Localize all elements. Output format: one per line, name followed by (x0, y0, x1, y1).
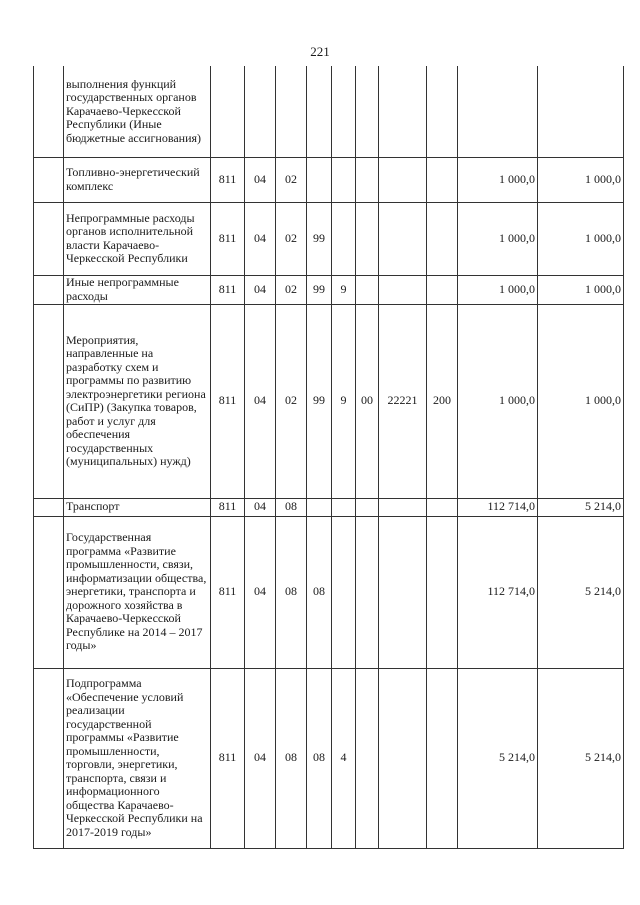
expense-type-code (427, 275, 458, 304)
subsection-code: 08 (276, 498, 307, 516)
amount-1: 112 714,0 (458, 516, 538, 668)
amount-1: 5 214,0 (458, 668, 538, 848)
table-row (34, 668, 624, 848)
amount-2: 1 000,0 (538, 157, 624, 202)
amount-2: 1 000,0 (538, 275, 624, 304)
amount-2: 5 214,0 (538, 668, 624, 848)
amount-2: 1 000,0 (538, 304, 624, 498)
target-code-3 (356, 498, 379, 516)
target-code-4 (379, 157, 427, 202)
table-row (34, 275, 624, 304)
expense-type-code: 200 (427, 304, 458, 498)
number-cell (34, 275, 64, 304)
number-cell (34, 668, 64, 848)
ved-code: 811 (211, 157, 245, 202)
subsection-code: 02 (276, 202, 307, 275)
table-row (34, 66, 624, 157)
target-code-3 (356, 516, 379, 668)
subsection-code: 08 (276, 668, 307, 848)
expense-type-code (427, 66, 458, 157)
target-code-3 (356, 668, 379, 848)
amount-1: 1 000,0 (458, 202, 538, 275)
target-code-2 (332, 202, 356, 275)
number-cell (34, 304, 64, 498)
row-name: Подпрограмма «Обеспечение условий реализации государственной программы «Развитие промышленности, торговли, энергетики, транспорта, связи и информационного общества Карачаево-Черкесской Республики на 2017-2019 годы» (64, 668, 211, 848)
target-code-4 (379, 275, 427, 304)
subsection-code: 02 (276, 157, 307, 202)
target-code-4 (379, 668, 427, 848)
target-code-3 (356, 157, 379, 202)
target-code-3 (356, 66, 379, 157)
amount-2: 5 214,0 (538, 498, 624, 516)
amount-2: 1 000,0 (538, 202, 624, 275)
target-code-2 (332, 66, 356, 157)
number-cell (34, 516, 64, 668)
budget-table (33, 66, 624, 849)
target-code-3 (356, 202, 379, 275)
section-code: 04 (245, 304, 276, 498)
subsection-code: 02 (276, 304, 307, 498)
section-code: 04 (245, 157, 276, 202)
table-row (34, 498, 624, 516)
target-code-1: 99 (307, 304, 332, 498)
section-code (245, 66, 276, 157)
page-number: 221 (310, 44, 330, 59)
amount-2 (538, 66, 624, 157)
number-cell (34, 498, 64, 516)
row-name: Государственная программа «Развитие промышленности, связи, информатизации общества, энергетики, транспорта и дорожного хозяйства в Карачаево-Черкесской Республике на 2014 – 2017 годы» (64, 516, 211, 668)
ved-code: 811 (211, 202, 245, 275)
amount-1: 1 000,0 (458, 157, 538, 202)
amount-1: 1 000,0 (458, 275, 538, 304)
number-cell (34, 202, 64, 275)
expense-type-code (427, 157, 458, 202)
row-name: выполнения функций государственных органов Карачаево-Черкесской Республики (Иные бюджетные ассигнования) (64, 66, 211, 157)
expense-type-code (427, 202, 458, 275)
subsection-code: 08 (276, 516, 307, 668)
row-name: Мероприятия, направленные на разработку схем и программы по развитию электроэнергетики региона (СиПР) (Закупка товаров, работ и услуг для обеспечения государственных (муниципальных) нужд) (64, 304, 211, 498)
section-code: 04 (245, 668, 276, 848)
target-code-2: 9 (332, 304, 356, 498)
table-row (34, 202, 624, 275)
target-code-1 (307, 66, 332, 157)
target-code-1: 08 (307, 516, 332, 668)
row-name: Непрограммные расходы органов исполнительной власти Карачаево-Черкесской Республики (64, 202, 211, 275)
row-name: Топливно-энергетический комплекс (64, 157, 211, 202)
target-code-1 (307, 157, 332, 202)
subsection-code (276, 66, 307, 157)
table-row (34, 516, 624, 668)
target-code-4: 22221 (379, 304, 427, 498)
target-code-1: 08 (307, 668, 332, 848)
expense-type-code (427, 498, 458, 516)
ved-code: 811 (211, 668, 245, 848)
target-code-2 (332, 516, 356, 668)
target-code-1 (307, 498, 332, 516)
target-code-4 (379, 202, 427, 275)
ved-code (211, 66, 245, 157)
target-code-3: 00 (356, 304, 379, 498)
target-code-1: 99 (307, 275, 332, 304)
amount-1 (458, 66, 538, 157)
target-code-3 (356, 275, 379, 304)
ved-code: 811 (211, 498, 245, 516)
row-name: Иные непрограммные расходы (64, 275, 211, 304)
number-cell (34, 66, 64, 157)
target-code-2: 4 (332, 668, 356, 848)
table-row (34, 304, 624, 498)
section-code: 04 (245, 516, 276, 668)
ved-code: 811 (211, 275, 245, 304)
ved-code: 811 (211, 304, 245, 498)
target-code-4 (379, 516, 427, 668)
amount-2: 5 214,0 (538, 516, 624, 668)
section-code: 04 (245, 275, 276, 304)
expense-type-code (427, 516, 458, 668)
subsection-code: 02 (276, 275, 307, 304)
target-code-2: 9 (332, 275, 356, 304)
table-row (34, 157, 624, 202)
target-code-2 (332, 157, 356, 202)
target-code-4 (379, 498, 427, 516)
section-code: 04 (245, 202, 276, 275)
row-name: Транспорт (64, 498, 211, 516)
ved-code: 811 (211, 516, 245, 668)
target-code-4 (379, 66, 427, 157)
number-cell (34, 157, 64, 202)
expense-type-code (427, 668, 458, 848)
amount-1: 112 714,0 (458, 498, 538, 516)
amount-1: 1 000,0 (458, 304, 538, 498)
target-code-1: 99 (307, 202, 332, 275)
section-code: 04 (245, 498, 276, 516)
target-code-2 (332, 498, 356, 516)
